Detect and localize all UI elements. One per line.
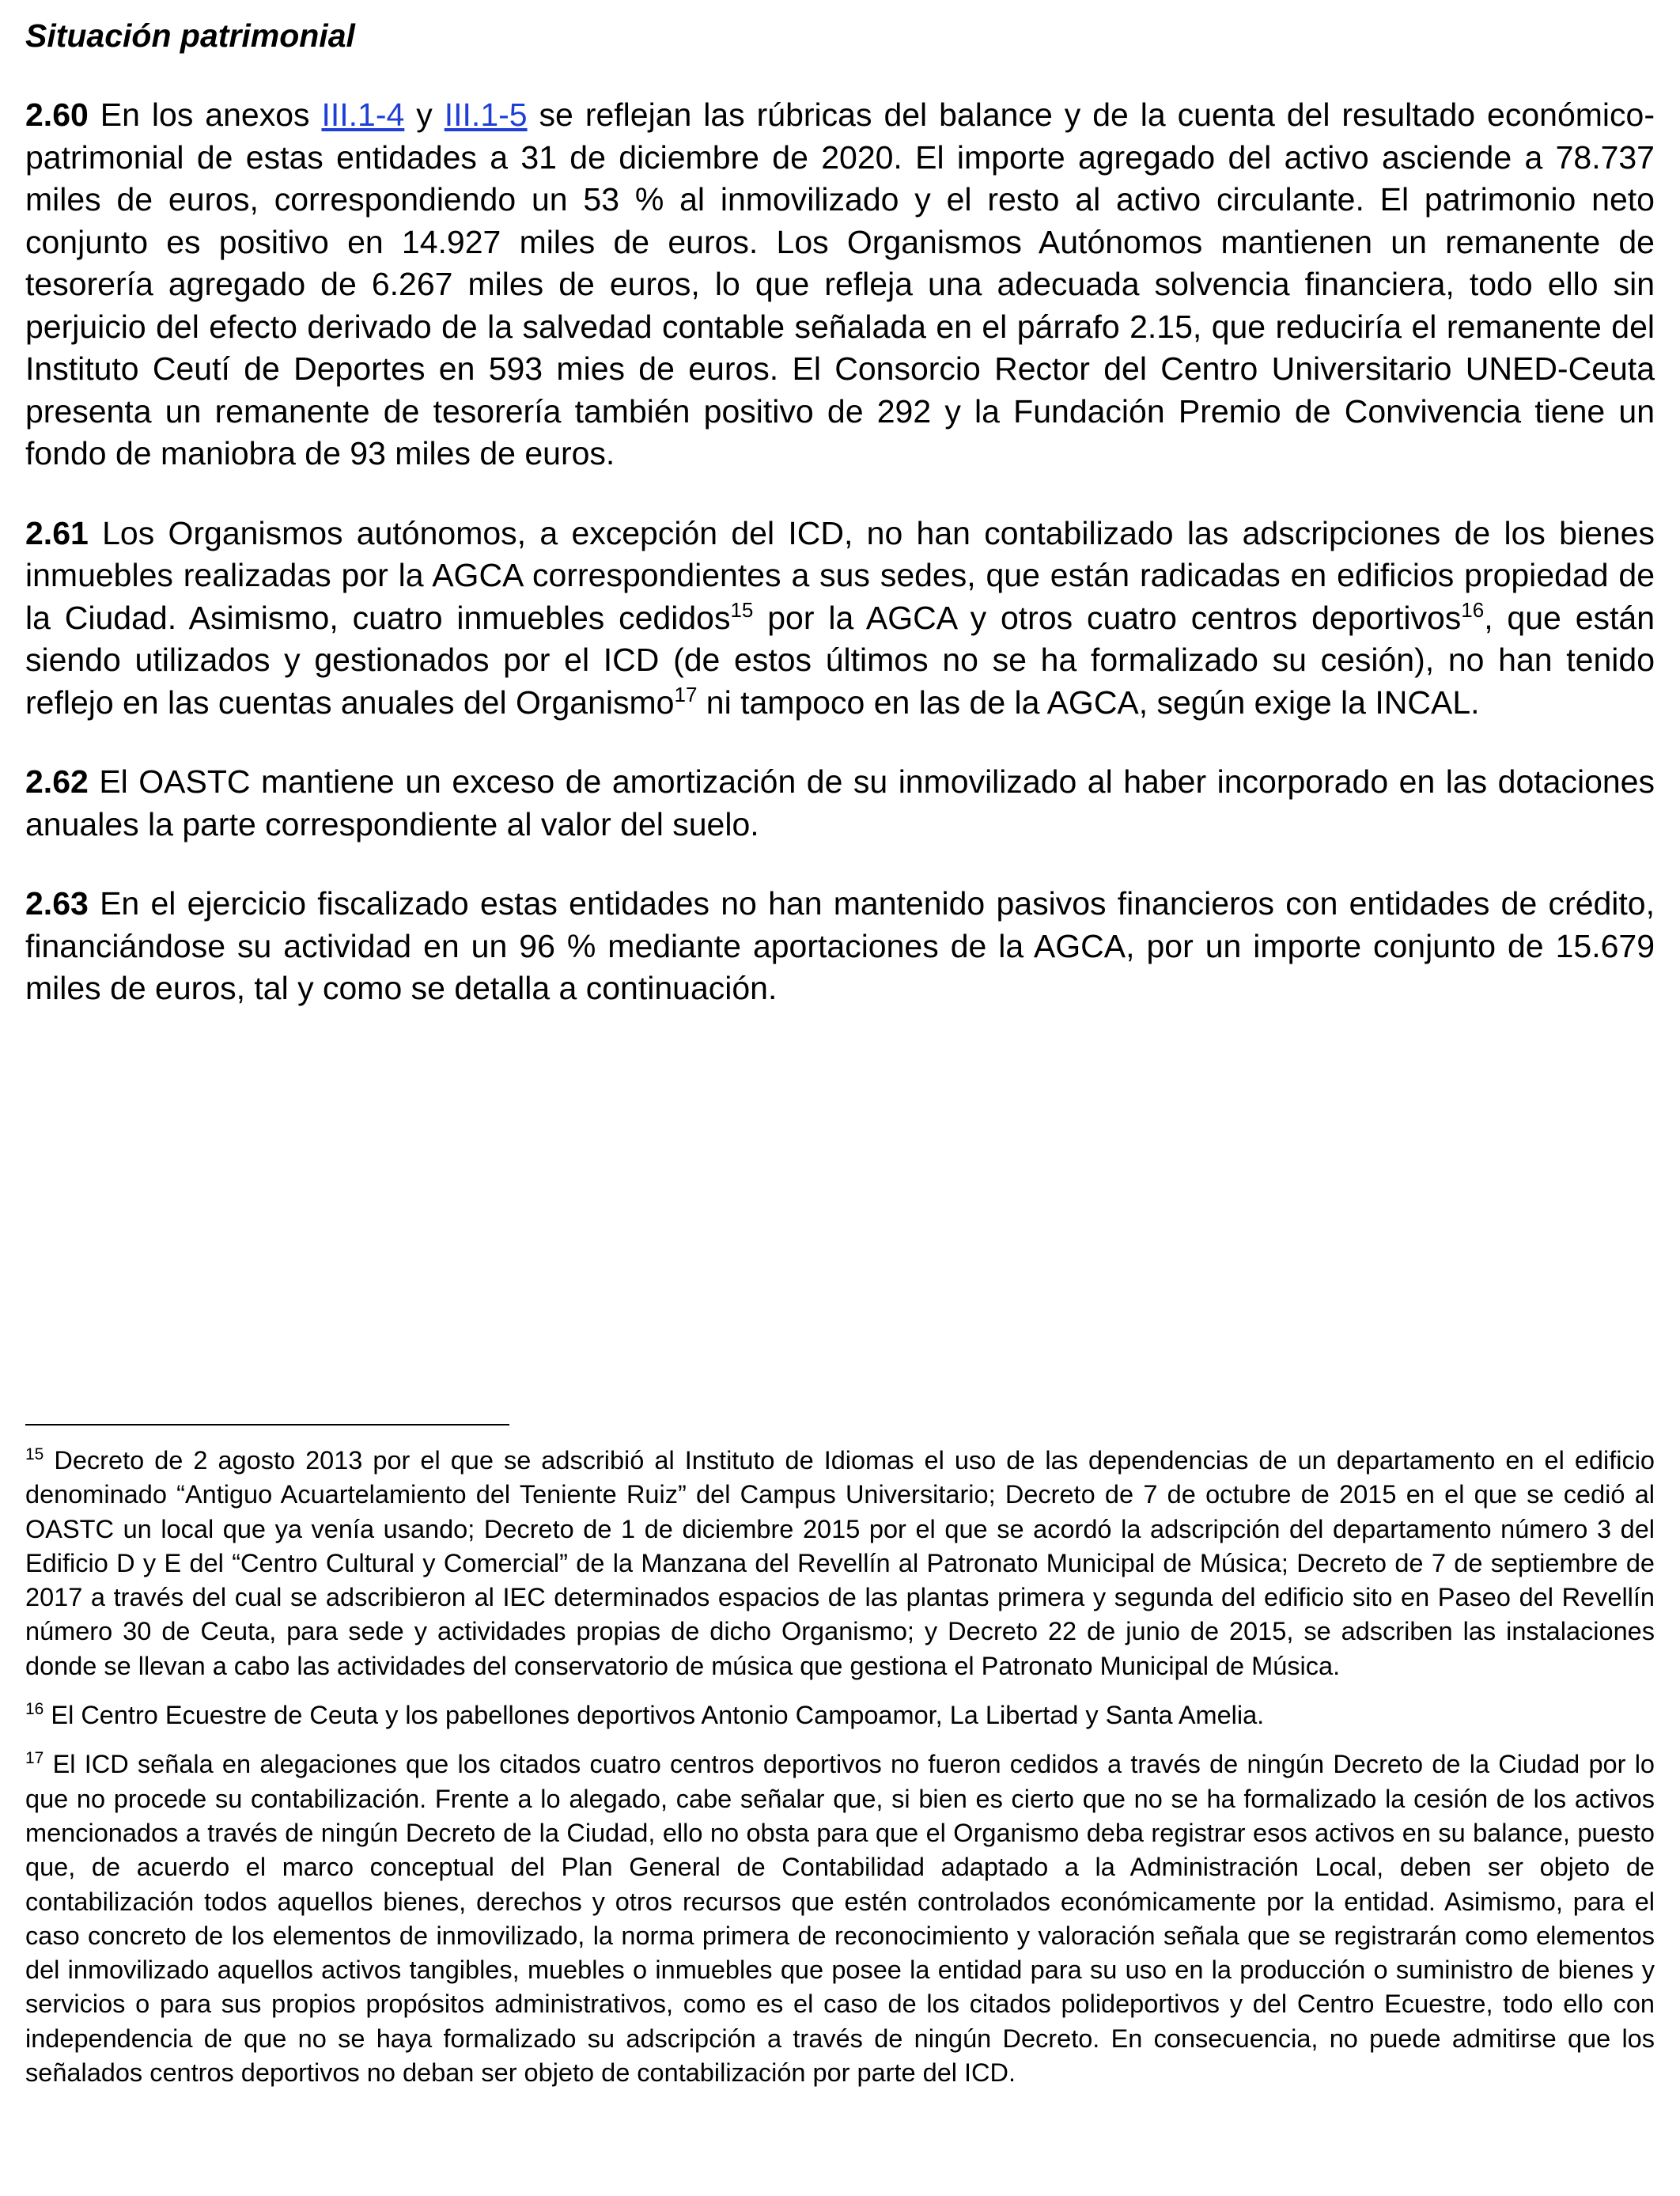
paragraph-2-61 bbox=[25, 513, 1655, 725]
footnote-ref-16[interactable]: 16 bbox=[1461, 597, 1485, 622]
paragraph-number: 2.62 bbox=[25, 763, 89, 800]
footnote-17 bbox=[25, 1747, 1655, 2090]
footnote-text: El Centro Ecuestre de Ceuta y los pabellones deportivos Antonio Campoamor, La Libertad y Santa Amelia. bbox=[44, 1701, 1265, 1730]
paragraph-text: Los Organismos autónomos, a excepción del ICD, no han contabilizado las adscripciones de los bienes inmuebles realizadas por la AGCA correspondientes a sus sedes, que están radicadas en edificios propiedad de la Ciudad. Asimismo, cuatro inmuebles cedidos bbox=[25, 514, 1655, 636]
footnote-15 bbox=[25, 1444, 1655, 1683]
paragraph-2-62 bbox=[25, 761, 1655, 846]
footnote-text: Decreto de 2 agosto 2013 por el que se adscribió al Instituto de Idiomas el uso de las dependencias de un departamento en el edificio denominado “Antiguo Acuartelamiento del Teniente Ruiz” del Campus Universitario; Decreto de 7 de octubre de 2015 en el que se cedió al OASTC un local que ya venía usando; Decreto de 1 de diciembre 2015 por el que se acordó la adscripción del departamento número 3 del Edificio D y E del “Centro Cultural y Comercial” de la Manzana del Revellín al Patronato Municipal de Música; Decreto de 7 de septiembre de 2017 a través del cual se adscribieron al IEC determinados espacios de las plantas primera y segunda del edificio sito en Paseo del Revellín número 30 de Ceuta, para sede y actividades propias de dicho Organismo; y Decreto 22 de junio de 2015, se adscriben las instalaciones donde se llevan a cabo las actividades del conservatorio de música que gestiona el Patronato Municipal de Música. bbox=[25, 1446, 1655, 1680]
paragraph-text: ni tampoco en las de la AGCA, según exige la INCAL. bbox=[697, 683, 1480, 721]
paragraph-number: 2.61 bbox=[25, 514, 89, 551]
document-body bbox=[25, 14, 1655, 1047]
paragraph-number: 2.60 bbox=[25, 97, 89, 133]
paragraph-text: El OASTC mantiene un exceso de amortización de su inmovilizado al haber incorporado en las dotaciones anuales la parte correspondiente al valor del suelo. bbox=[25, 763, 1655, 842]
paragraph-text: por la AGCA y otros cuatro centros deportivos bbox=[753, 599, 1462, 636]
paragraph-2-63 bbox=[25, 883, 1655, 1010]
paragraph-text: se reflejan las rúbricas del balance y de la cuenta del resultado económico-patrimonial de estas entidades a 31 de diciembre de 2020. El importe agregado del activo asciende a 78.737 miles de euros, correspondiendo un 53 % al inmovilizado y el resto al activo circulante. El patrimonio neto conjunto es positivo en 14.927 miles de euros. Los Organismos Autónomos mantienen un remanente de tesorería agregado de 6.267 miles de euros, lo que refleja una adecuada solvencia financiera, todo ello sin perjuicio del efecto derivado de la salvedad contable señalada en el párrafo 2.15, que reduciría el remanente del Instituto Ceutí de Deportes en 593 mies de euros. El Consorcio Rector del Centro Universitario UNED-Ceuta presenta un remanente de tesorería también positivo de 292 y la Fundación Premio de Convivencia tiene un fondo de maniobra de 93 miles de euros. bbox=[25, 97, 1655, 471]
paragraph-number: 2.63 bbox=[25, 885, 89, 922]
footnote-text: El ICD señala en alegaciones que los citados cuatro centros deportivos no fueron cedidos a través de ningún Decreto de la Ciudad por lo que no procede su contabilización. Frente a lo alegado, cabe señalar que, si bien es cierto que no se ha formalizado la cesión de los activos mencionados a través de ningún Decreto de la Ciudad, ello no obsta para que el Organismo deba registrar esos activos en su balance, puesto que, de acuerdo el marco conceptual del Plan General de Contabilidad adaptado a la Administración Local, deben ser objeto de contabilización todos aquellos bienes, derechos y otros recursos que estén controlados económicamente por la entidad. Asimismo, para el caso concreto de los elementos de inmovilizado, la norma primera de reconocimiento y valoración señala que se registrarán como elementos del inmovilizado aquellos activos tangibles, muebles o inmuebles que posee la entidad para su uso en la producción o suministro de bienes y servicios o para sus propios propósitos administrativos, como es el caso de los citados polideportivos y del Centro Ecuestre, todo ello con independencia de que no se haya formalizado su adscripción a través de ningún Decreto. En consecuencia, no puede admitirse que los señalados centros deportivos no deban ser objeto de contabilización por parte del ICD. bbox=[25, 1750, 1655, 2088]
footnote-mark: 16 bbox=[25, 1700, 44, 1719]
section-heading: Situación patrimonial bbox=[25, 17, 355, 54]
paragraph-text: En el ejercicio fiscalizado estas entidades no han mantenido pasivos financieros con entidades de crédito, financiándose su actividad en un 96 % mediante aportaciones de la AGCA, por un importe conjunto de 15.679 miles de euros, tal y como se detalla a continuación. bbox=[25, 885, 1655, 1006]
annex-link-iii-1-4[interactable]: III.1-4 bbox=[321, 97, 405, 133]
footnote-separator bbox=[25, 1424, 509, 1426]
footnote-ref-15[interactable]: 15 bbox=[730, 597, 754, 622]
paragraph-2-60 bbox=[25, 94, 1655, 475]
footnote-ref-17[interactable]: 17 bbox=[674, 682, 698, 706]
paragraph-text: En los anexos bbox=[88, 97, 322, 133]
annex-link-iii-1-5[interactable]: III.1-5 bbox=[444, 97, 528, 133]
paragraph-text: y bbox=[404, 97, 445, 133]
footnote-mark: 15 bbox=[25, 1445, 44, 1463]
footnotes bbox=[25, 1444, 1655, 2105]
paragraph-text: , que están siendo utilizados y gestionados por el ICD (de estos últimos no se ha formalizado su cesión), no han tenido reflejo en las cuentas anuales del Organismo bbox=[25, 599, 1655, 721]
footnote-16 bbox=[25, 1698, 1655, 1732]
footnote-mark: 17 bbox=[25, 1749, 44, 1768]
